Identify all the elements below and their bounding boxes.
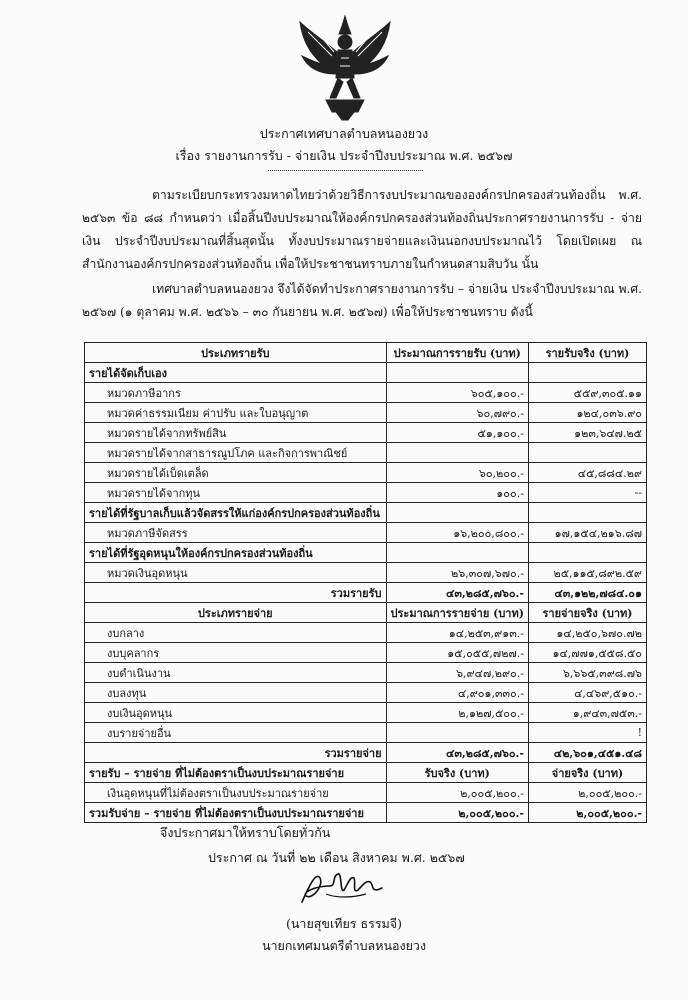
table-row (85, 543, 647, 563)
estimated-amount: ๒,๐๐๕,๒๐๐.- (386, 783, 528, 803)
estimated-amount: ๑๖,๒๐๐,๘๐๐.- (386, 523, 528, 543)
row-label: รายได้ที่รัฐบาลเก็บแล้วจัดสรรให้แก่องค์กรปกครองส่วนท้องถิ่น (85, 503, 387, 523)
column-header: ประเภทรายรับ (85, 343, 387, 363)
actual-amount: ๒๕,๑๑๕,๘๙๒.๕๙ (528, 563, 646, 583)
divider (268, 170, 423, 171)
actual-amount: ๑๔,๒๕๐,๖๗๐.๗๒ (528, 623, 646, 643)
column-header: ประเภทรายจ่าย (85, 603, 387, 623)
table-row (85, 723, 647, 743)
actual-amount: ๕๕๙,๓๐๕.๑๑ (528, 383, 646, 403)
table-row (85, 363, 647, 383)
row-label: เงินอุดหนุนที่ไม่ต้องตราเป็นงบประมาณรายจ่าย (85, 783, 387, 803)
paragraph-regulation: ตามระเบียบกระทรวงมหาดไทยว่าด้วยวิธีการงบประมาณขององค์กรปกครองส่วนท้องถิ่น พ.ศ. ๒๕๖๓ ข้อ ๘๘ กำหนดว่า เมื่อสิ้นปีงบประมาณให้องค์กรปกครองส่วนท้องถิ่นประกาศรายงานการรับ - จ่ายเงิน ประจำปีงบประมาณที่สิ้นสุดนั้น ทั้งงบประมาณรายจ่ายและเงินนอกงบประมาณไว้ โดยเปิดเผย ณ สำนักงานองค์กรปกครองส่วนท้องถิ่น เพื่อให้ประชาชนทราบภายในกำหนดสามสิบวัน นั้น (82, 188, 642, 271)
table-row (85, 743, 647, 763)
actual-amount (528, 543, 646, 563)
estimated-amount: ๖๐,๗๙๐.- (386, 403, 528, 423)
table-row (85, 563, 647, 583)
row-label: งบกลาง (85, 623, 387, 643)
table-row (85, 523, 647, 543)
signer-position: นายกเทศมนตรีตำบลหนองยวง (261, 938, 427, 953)
income-expense-table (84, 342, 647, 823)
estimated-amount: ๒๖,๓๐๗,๖๗๐.- (386, 563, 528, 583)
table-row (85, 443, 647, 463)
table-row (85, 623, 647, 643)
actual-amount: ๔๓,๑๒๒,๗๘๔.๐๑ (528, 583, 646, 603)
estimated-amount: ๒,๐๐๕,๒๐๐.- (386, 803, 528, 823)
announcement-date: ประกาศ ณ วันที่ ๒๒ เดือน สิงหาคม พ.ศ. ๒๕๖๗ (208, 850, 465, 865)
row-label: งบรายจ่ายอื่น (85, 723, 387, 743)
row-label: หมวดรายได้จากทรัพย์สิน (85, 423, 387, 443)
handwritten-signature (296, 864, 386, 910)
table-row (85, 423, 647, 443)
table-row (85, 403, 647, 423)
row-label: หมวดค่าธรรมเนียม ค่าปรับ และใบอนุญาต (85, 403, 387, 423)
table-header-row (85, 603, 647, 623)
actual-amount: ๔๒,๖๐๑,๔๕๑.๔๘ (528, 743, 646, 763)
row-label: รวมรายจ่าย (85, 743, 387, 763)
announcement-subject: เรื่อง รายงานการรับ - จ่ายเงิน ประจำปีงบประมาณ พ.ศ. ๒๕๖๗ (175, 148, 513, 163)
actual-amount: -- (528, 483, 646, 503)
row-label: งบเงินอุดหนุน (85, 703, 387, 723)
actual-amount: ๖,๖๖๕,๓๙๘.๗๖ (528, 663, 646, 683)
row-label: หมวดรายได้จากทุน (85, 483, 387, 503)
table-row (85, 663, 647, 683)
estimated-amount: ๖,๙๔๗,๒๙๐.- (386, 663, 528, 683)
table-row (85, 803, 647, 823)
actual-amount: ๑๗,๑๕๔,๒๑๖.๘๗ (528, 523, 646, 543)
estimated-amount: ๒,๑๒๗,๕๐๐.- (386, 703, 528, 723)
paragraph-report-intro: เทศบาลตำบลหนองยวง จึงได้จัดทำประกาศรายงานการรับ – จ่ายเงิน ประจำปีงบประมาณ พ.ศ. ๒๕๖๗ (๑ ตุลาคม พ.ศ. ๒๕๖๖ – ๓๐ กันยายน พ.ศ. ๒๕๖๗) เพื่อให้ประชาชนทราบ ดังนี้ (82, 282, 642, 319)
row-label: หมวดรายได้จากสาธารณูปโภค และกิจการพาณิชย์ (85, 443, 387, 463)
estimated-amount (386, 443, 528, 463)
table-row (85, 503, 647, 523)
row-label: รายได้ที่รัฐอุดหนุนให้องค์กรปกครองส่วนท้องถิ่น (85, 543, 387, 563)
row-label: รวมรายรับ (85, 583, 387, 603)
garuda-emblem-icon (296, 12, 394, 122)
table-row (85, 583, 647, 603)
column-header: รายจ่ายจริง (บาท) (528, 603, 646, 623)
actual-amount: ๒,๐๐๕,๒๐๐.- (528, 783, 646, 803)
actual-amount (528, 503, 646, 523)
column-header: รายรับ – รายจ่าย ที่ไม่ต้องตราเป็นงบประมาณรายจ่าย (85, 763, 387, 783)
row-label: รายได้จัดเก็บเอง (85, 363, 387, 383)
row-label: หมวดภาษีอากร (85, 383, 387, 403)
estimated-amount: ๔๓,๒๘๕,๗๖๐.- (386, 743, 528, 763)
table-row (85, 483, 647, 503)
estimated-amount: ๔๓,๒๘๕,๗๖๐.- (386, 583, 528, 603)
row-label: หมวดรายได้เบ็ดเตล็ด (85, 463, 387, 483)
actual-amount: ๑๔,๗๗๑,๕๕๘.๕๐ (528, 643, 646, 663)
table-row (85, 703, 647, 723)
actual-amount: ๒,๐๐๕,๒๐๐.- (528, 803, 646, 823)
estimated-amount (386, 723, 528, 743)
estimated-amount: ๔,๙๐๑,๓๓๐.- (386, 683, 528, 703)
announcement-title: ประกาศเทศบาลตำบลหนองยวง (259, 126, 429, 141)
row-label: งบลงทุน (85, 683, 387, 703)
signer-name: (นายสุขเทียร ธรรมจี) (286, 916, 402, 931)
closing-text: จึงประกาศมาให้ทราบโดยทั่วกัน (160, 825, 331, 840)
row-label: หมวดภาษีจัดสรร (85, 523, 387, 543)
actual-amount: ๔,๔๖๙,๕๑๐.- (528, 683, 646, 703)
actual-amount (528, 363, 646, 383)
estimated-amount (386, 543, 528, 563)
table-header-row (85, 343, 647, 363)
actual-amount: ๑,๙๔๓,๗๕๓.- (528, 703, 646, 723)
column-header: ประมาณการรายจ่าย (บาท) (386, 603, 528, 623)
table-row (85, 383, 647, 403)
table-row (85, 463, 647, 483)
table-header-row (85, 763, 647, 783)
row-label: รวมรับจ่าย – รายจ่าย ที่ไม่ต้องตราเป็นงบประมาณรายจ่าย (85, 803, 387, 823)
row-label: งบดำเนินงาน (85, 663, 387, 683)
actual-amount: ๔๕,๘๘๔.๒๙ (528, 463, 646, 483)
column-header: ประมาณการรายรับ (บาท) (386, 343, 528, 363)
estimated-amount: ๑๐๐.- (386, 483, 528, 503)
table-row (85, 643, 647, 663)
actual-amount: ! (528, 723, 646, 743)
table-row (85, 783, 647, 803)
estimated-amount: ๖๐,๒๐๐.- (386, 463, 528, 483)
estimated-amount: ๕๑,๑๐๐.- (386, 423, 528, 443)
row-label: หมวดเงินอุดหนุน (85, 563, 387, 583)
estimated-amount: ๑๔,๒๕๓,๙๑๓.- (386, 623, 528, 643)
row-label: งบบุคลากร (85, 643, 387, 663)
column-header: จ่ายจริง (บาท) (528, 763, 646, 783)
estimated-amount: ๑๕,๐๕๕,๗๒๗.- (386, 643, 528, 663)
estimated-amount (386, 363, 528, 383)
column-header: รับจริง (บาท) (386, 763, 528, 783)
table-row (85, 683, 647, 703)
estimated-amount: ๖๐๕,๑๐๐.- (386, 383, 528, 403)
actual-amount: ๑๒๓,๖๔๗.๒๕ (528, 423, 646, 443)
estimated-amount (386, 503, 528, 523)
column-header: รายรับจริง (บาท) (528, 343, 646, 363)
actual-amount: ๑๒๔,๐๓๖.๙๐ (528, 403, 646, 423)
actual-amount (528, 443, 646, 463)
